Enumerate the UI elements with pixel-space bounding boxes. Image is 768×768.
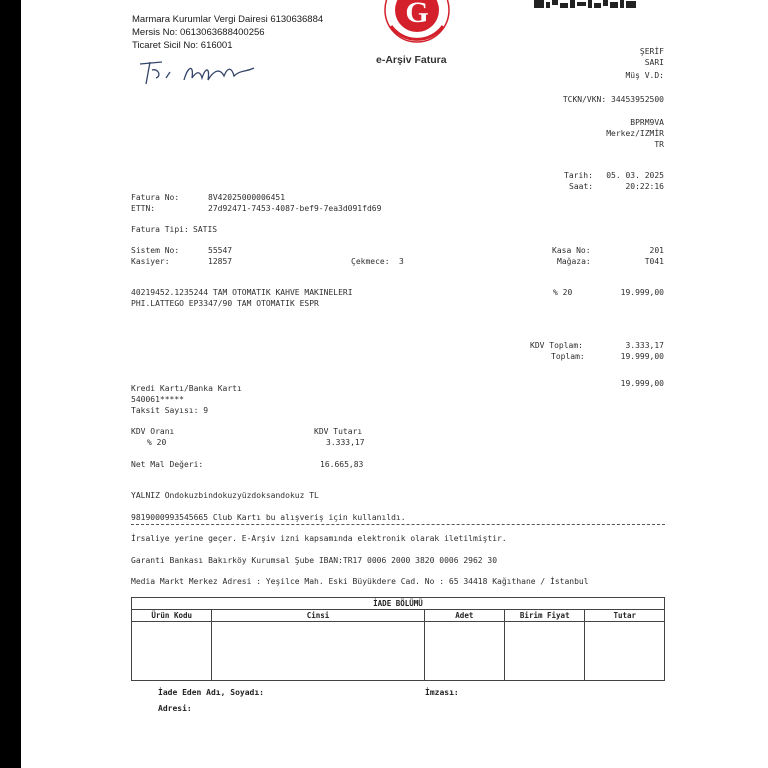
buyer-tckn: TCKN/VKN: 34453952500 [562,95,664,104]
return-cell-total [585,622,665,681]
drawer-label: Çekmece: [351,257,390,266]
payment-method: Kredi Kartı/Banka Kartı [131,384,242,393]
returner-address-label: Adresi: [158,704,192,713]
col-unit-price: Birim Fiyat [505,610,585,622]
qr-code [534,0,640,10]
vat-amount-value: 3.333,17 [326,438,365,447]
paid-amount: 19.999,00 [620,379,664,388]
installments: Taksit Sayısı: 9 [131,406,209,415]
date-label: Tarih: [564,171,593,180]
left-black-border [0,0,21,768]
time-value: 20:22:16 [625,182,664,191]
svg-text:G: G [405,0,429,29]
company-logo [383,0,451,44]
vat-total-value: 3.333,17 [625,341,664,350]
invoice-page [21,0,768,768]
vat-total-label: KDV Toplam: [530,341,583,350]
store-value: T041 [644,257,664,266]
return-section-table [131,597,665,681]
return-cell-quantity [424,622,504,681]
seller-tax-office: Marmara Kurumlar Vergi Dairesi 6130636884 [132,14,324,25]
cashier-label: Kasiyer: [131,257,170,266]
item-amount: 19.999,00 [620,288,664,297]
col-type: Cinsi [212,610,424,622]
drawer-value: 3 [399,257,404,266]
buyer-tax-office: Müş V.D: [625,71,664,80]
invoice-no-value: 8V42025000006451 [208,193,286,202]
net-value-label: Net Mal Değeri: [131,460,204,469]
invoice-type-value: SATIS [193,225,218,234]
item-vat: % 20 [553,288,573,297]
total-label: Toplam: [551,352,585,361]
time-label: Saat: [569,182,594,191]
buyer-code: BPRM9VA [630,118,664,127]
register-no-value: 201 [649,246,664,255]
item-line-2: PHI.LATTEGO EP3347/90 TAM OTOMATIK ESPR [131,299,319,308]
item-line-1: 40219452.1235244 TAM OTOMATIK KAHVE MAKINELERI [131,288,353,297]
card-number: 540061***** [131,395,184,404]
system-no-value: 55547 [208,246,233,255]
return-cell-code [132,622,212,681]
return-cell-type [212,622,424,681]
dashed-divider [131,524,665,525]
return-section-title: İADE BÖLÜMÜ [132,598,665,610]
register-no-label: Kasa No: [552,246,591,255]
buyer-country: TR [654,140,664,149]
company-address: Media Markt Merkez Adresi : Yeşilce Mah. Eski Büyükdere Cad. No : 65 34418 Kağıthane / İstanbul [131,577,589,586]
returner-name-label: İade Eden Adı, Soyadı: [158,688,264,697]
vat-rate-value: % 20 [147,438,167,447]
e-archive-notice: İrsaliye yerine geçer. E-Arşiv izni kapsamında elektronik olarak iletilmiştir. [131,534,507,543]
net-value: 16.665,83 [320,460,364,469]
handwritten-signature [136,56,258,90]
buyer-district: Merkez/IZMİR [606,129,664,138]
seller-mersis: Mersis No: 0613063688400256 [132,27,265,38]
invoice-type-label: Fatura Tipi: [131,225,189,234]
total-value: 19.999,00 [620,352,664,361]
store-label: Mağaza: [557,257,591,266]
vat-rate-label: KDV Oranı [131,427,175,436]
system-no-label: Sistem No: [131,246,180,255]
col-total: Tutar [585,610,665,622]
return-cell-unit-price [505,622,585,681]
returner-signature-label: İmzası: [425,688,459,697]
bank-info: Garanti Bankası Bakırköy Kurumsal Şube IBAN:TR17 0006 2000 3820 0006 2962 30 [131,556,498,565]
vat-amount-label: KDV Tutarı [314,427,363,436]
document-title: e-Arşiv Fatura [376,54,447,66]
ettn-label: ETTN: [131,204,156,213]
invoice-no-label: Fatura No: [131,193,180,202]
seller-trade-registry: Ticaret Sicil No: 616001 [132,40,233,51]
col-quantity: Adet [424,610,504,622]
cashier-value: 12857 [208,257,233,266]
ettn-value: 27d92471-7453-4087-bef9-7ea3d091fd69 [208,204,382,213]
col-product-code: Ürün Kodu [132,610,212,622]
amount-in-words: YALNIZ Ondokuzbindokuzyüzdoksandokuz TL [131,491,319,500]
club-card-note: 9819000993545665 Club Kartı bu alışveriş için kullanıldı. [131,513,406,522]
date-value: 05. 03. 2025 [606,171,664,180]
buyer-last-name: SARI [644,58,664,67]
buyer-first-name: ŞERİF [639,47,664,56]
